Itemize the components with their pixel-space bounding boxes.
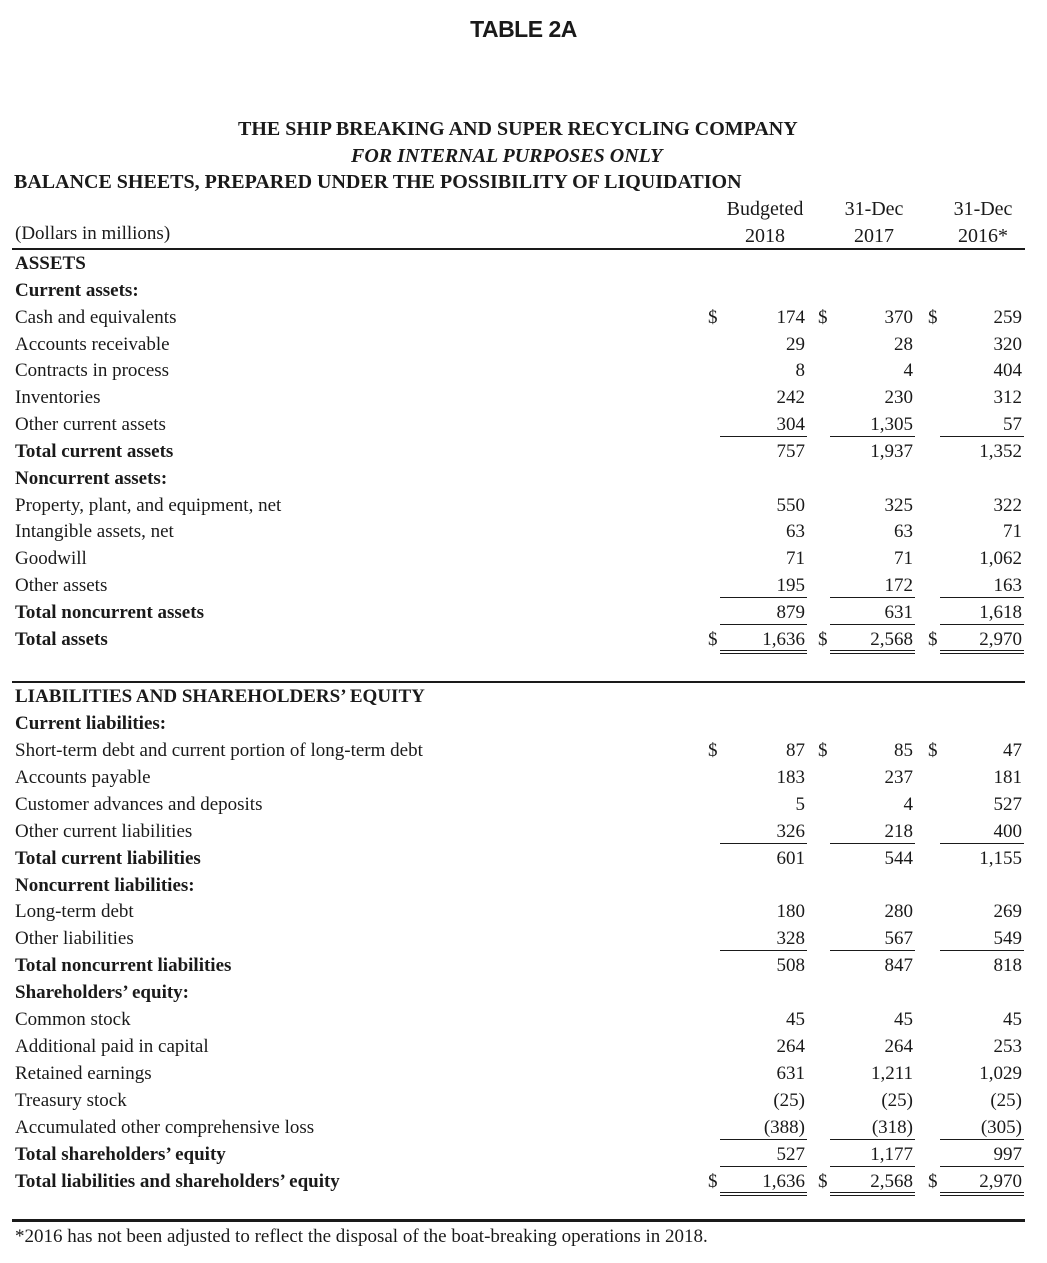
dollar-sign: $	[818, 629, 828, 650]
cell-value: 1,211	[870, 1063, 913, 1084]
row-label: Long-term debt	[15, 901, 134, 922]
cell-underline	[940, 436, 1024, 437]
column-header-line2: 2018	[745, 225, 785, 247]
cell-value: 2,568	[870, 629, 913, 650]
cell-value: 549	[993, 928, 1022, 949]
row-label: Inventories	[15, 387, 101, 408]
cell-underline	[720, 436, 807, 437]
cell-value: 45	[1003, 1009, 1022, 1030]
cell-value: 195	[776, 575, 805, 596]
cell-value: 325	[884, 495, 913, 516]
row-label: Additional paid in capital	[15, 1036, 209, 1057]
row-label: Accounts payable	[15, 767, 151, 788]
table-row	[0, 710, 1047, 737]
table-row	[0, 1087, 1047, 1114]
cell-value: 242	[776, 387, 805, 408]
cell-value: 847	[884, 955, 913, 976]
units-label: (Dollars in millions)	[15, 223, 171, 244]
cell-value: 71	[894, 548, 913, 569]
cell-value: 180	[776, 901, 805, 922]
cell-value: 4	[903, 794, 913, 815]
cell-value: 264	[884, 1036, 913, 1057]
row-label: Retained earnings	[15, 1063, 152, 1084]
cell-double-underline	[830, 650, 915, 654]
cell-underline	[720, 624, 807, 625]
table-row	[0, 872, 1047, 899]
table-row	[0, 384, 1047, 411]
row-label: Total shareholders’ equity	[15, 1144, 226, 1165]
dollar-sign: $	[708, 1171, 718, 1192]
footer-rule	[12, 1219, 1025, 1222]
row-label: Contracts in process	[15, 360, 170, 381]
table-row	[0, 925, 1047, 952]
cell-value: 567	[884, 928, 913, 949]
table-row	[0, 1006, 1047, 1033]
cell-value: 5	[795, 794, 805, 815]
cell-value: 1,155	[979, 848, 1022, 869]
cell-value: 218	[884, 821, 913, 842]
cell-value: 631	[884, 602, 913, 623]
internal-purposes-note: FOR INTERNAL PURPOSES ONLY	[351, 145, 663, 167]
row-label: Other current assets	[15, 414, 166, 435]
dollar-sign: $	[818, 1171, 828, 1192]
cell-value: 259	[993, 307, 1022, 328]
table-row	[0, 898, 1047, 925]
table-row	[0, 979, 1047, 1006]
cell-double-underline	[830, 1192, 915, 1196]
table-row	[0, 411, 1047, 438]
table-row	[0, 572, 1047, 599]
column-header-line1: Budgeted	[726, 198, 804, 220]
table-row	[0, 737, 1047, 764]
cell-underline	[720, 1166, 807, 1167]
cell-underline	[940, 843, 1024, 844]
cell-underline	[940, 950, 1024, 951]
table-row	[0, 818, 1047, 845]
dollar-sign: $	[708, 307, 718, 328]
table-row	[0, 1060, 1047, 1087]
cell-value: 326	[776, 821, 805, 842]
row-label: Cash and equivalents	[15, 307, 177, 328]
cell-value: (25)	[773, 1090, 805, 1111]
cell-value: 1,636	[762, 629, 805, 650]
cell-value: 2,970	[979, 1171, 1022, 1192]
cell-value: 63	[786, 521, 805, 542]
cell-value: 264	[776, 1036, 805, 1057]
cell-value: 280	[884, 901, 913, 922]
table-row	[0, 518, 1047, 545]
cell-value: 527	[776, 1144, 805, 1165]
cell-value: 508	[776, 955, 805, 976]
balance-sheet-title: BALANCE SHEETS, PREPARED UNDER THE POSSIBILITY OF LIQUIDATION	[14, 171, 742, 193]
cell-underline	[830, 436, 915, 437]
cell-value: 400	[993, 821, 1022, 842]
cell-double-underline	[720, 1192, 807, 1196]
table-row	[0, 492, 1047, 519]
row-label: Total noncurrent liabilities	[15, 955, 232, 976]
cell-value: 29	[786, 334, 805, 355]
cell-value: 1,305	[870, 414, 913, 435]
table-row	[0, 764, 1047, 791]
table-row	[0, 952, 1047, 979]
cell-underline	[830, 843, 915, 844]
cell-value: 997	[993, 1144, 1022, 1165]
cell-value: (318)	[871, 1117, 913, 1138]
cell-underline	[940, 624, 1024, 625]
cell-value: 304	[776, 414, 805, 435]
cell-value: 818	[993, 955, 1022, 976]
row-label: Property, plant, and equipment, net	[15, 495, 282, 516]
dollar-sign: $	[818, 307, 828, 328]
cell-value: 85	[894, 740, 913, 761]
row-label: Treasury stock	[15, 1090, 127, 1111]
table-row	[0, 1033, 1047, 1060]
row-label: Accumulated other comprehensive loss	[15, 1117, 315, 1138]
table-row	[0, 304, 1047, 331]
cell-underline	[940, 1139, 1024, 1140]
cell-value: 328	[776, 928, 805, 949]
cell-value: (25)	[990, 1090, 1022, 1111]
table-row	[0, 331, 1047, 358]
table-row	[0, 438, 1047, 465]
cell-value: 2,568	[870, 1171, 913, 1192]
cell-value: 57	[1003, 414, 1022, 435]
table-row	[0, 599, 1047, 626]
cell-underline	[830, 1139, 915, 1140]
column-header-budgeted-2018	[710, 196, 820, 250]
dollar-sign: $	[928, 307, 938, 328]
dollar-sign: $	[708, 740, 718, 761]
cell-value: 550	[776, 495, 805, 516]
cell-underline	[720, 597, 807, 598]
cell-value: 1,618	[979, 602, 1022, 623]
cell-value: 45	[894, 1009, 913, 1030]
row-label: Accounts receivable	[15, 334, 170, 355]
row-label: Intangible assets, net	[15, 521, 174, 542]
cell-value: 1,636	[762, 1171, 805, 1192]
cell-value: 312	[993, 387, 1022, 408]
row-label: Total liabilities and shareholders’ equity	[15, 1171, 340, 1192]
row-label: Other assets	[15, 575, 108, 596]
dollar-sign: $	[928, 629, 938, 650]
dollar-sign: $	[708, 629, 718, 650]
cell-value: 404	[993, 360, 1022, 381]
column-header-line1: 31-Dec	[844, 198, 904, 220]
row-label: Noncurrent assets:	[15, 468, 168, 489]
cell-value: 1,937	[870, 441, 913, 462]
cell-underline	[720, 950, 807, 951]
row-label: Other current liabilities	[15, 821, 193, 842]
cell-double-underline	[940, 650, 1024, 654]
row-label: Total current assets	[15, 441, 174, 462]
cell-underline	[830, 597, 915, 598]
cell-value: 879	[776, 602, 805, 623]
row-label: Goodwill	[15, 548, 87, 569]
cell-value: 181	[993, 767, 1022, 788]
cell-value: 71	[786, 548, 805, 569]
table-row	[0, 277, 1047, 304]
column-header-line1: 31-Dec	[953, 198, 1013, 220]
cell-value: 8	[795, 360, 805, 381]
table-row	[0, 357, 1047, 384]
table-row	[0, 545, 1047, 572]
row-label: Current liabilities:	[15, 713, 167, 734]
cell-value: (388)	[763, 1117, 805, 1138]
row-label: Short-term debt and current portion of long-term debt	[15, 740, 423, 761]
cell-value: 1,352	[979, 441, 1022, 462]
row-label: Customer advances and deposits	[15, 794, 263, 815]
table-row	[0, 791, 1047, 818]
cell-value: 544	[884, 848, 913, 869]
table-row	[0, 250, 1047, 277]
table-row	[0, 465, 1047, 492]
cell-value: 71	[1003, 521, 1022, 542]
row-label: Total assets	[15, 629, 108, 650]
cell-value: 183	[776, 767, 805, 788]
cell-value: 1,029	[979, 1063, 1022, 1084]
dollar-sign: $	[818, 740, 828, 761]
cell-value: 45	[786, 1009, 805, 1030]
row-label: ASSETS	[15, 253, 86, 274]
cell-value: 63	[894, 521, 913, 542]
row-label: Total noncurrent assets	[15, 602, 204, 623]
row-label: LIABILITIES AND SHAREHOLDERS’ EQUITY	[15, 686, 425, 707]
cell-value: 47	[1003, 740, 1022, 761]
cell-underline	[720, 1139, 807, 1140]
row-label: Other liabilities	[15, 928, 134, 949]
cell-value: 28	[894, 334, 913, 355]
row-label: Total current liabilities	[15, 848, 201, 869]
cell-value: 174	[776, 307, 805, 328]
cell-underline	[720, 843, 807, 844]
cell-value: 4	[903, 360, 913, 381]
cell-underline	[830, 624, 915, 625]
row-label: Shareholders’ equity:	[15, 982, 189, 1003]
cell-value: 527	[993, 794, 1022, 815]
table-row	[0, 626, 1047, 653]
cell-value: 1,062	[979, 548, 1022, 569]
cell-value: 631	[776, 1063, 805, 1084]
cell-value: 172	[884, 575, 913, 596]
cell-value: 320	[993, 334, 1022, 355]
cell-value: 2,970	[979, 629, 1022, 650]
row-label: Common stock	[15, 1009, 131, 1030]
table-row	[0, 845, 1047, 872]
column-header-2016	[928, 196, 1038, 250]
footnote: *2016 has not been adjusted to reflect the disposal of the boat-breaking operations in 2018.	[15, 1226, 708, 1247]
dollar-sign: $	[928, 1171, 938, 1192]
column-header-2017	[819, 196, 929, 250]
column-header-line2: 2017	[854, 225, 894, 247]
cell-value: (305)	[980, 1117, 1022, 1138]
cell-value: 269	[993, 901, 1022, 922]
cell-value: 601	[776, 848, 805, 869]
table-title: TABLE 2A	[470, 16, 577, 42]
cell-value: (25)	[881, 1090, 913, 1111]
cell-double-underline	[940, 1192, 1024, 1196]
column-header-line2: 2016*	[958, 225, 1008, 247]
cell-underline	[830, 1166, 915, 1167]
table-row	[0, 1141, 1047, 1168]
cell-double-underline	[720, 650, 807, 654]
dollar-sign: $	[928, 740, 938, 761]
cell-underline	[830, 950, 915, 951]
table-row	[0, 1168, 1047, 1195]
table-row	[0, 683, 1047, 710]
cell-value: 757	[776, 441, 805, 462]
cell-value: 253	[993, 1036, 1022, 1057]
cell-value: 237	[884, 767, 913, 788]
table-row	[0, 1114, 1047, 1141]
cell-value: 87	[786, 740, 805, 761]
company-name: THE SHIP BREAKING AND SUPER RECYCLING COMPANY	[238, 118, 798, 140]
cell-value: 370	[884, 307, 913, 328]
cell-value: 322	[993, 495, 1022, 516]
cell-underline	[940, 1166, 1024, 1167]
cell-value: 230	[884, 387, 913, 408]
row-label: Current assets:	[15, 280, 139, 301]
cell-value: 163	[993, 575, 1022, 596]
row-label: Noncurrent liabilities:	[15, 875, 195, 896]
cell-value: 1,177	[870, 1144, 913, 1165]
cell-underline	[940, 597, 1024, 598]
